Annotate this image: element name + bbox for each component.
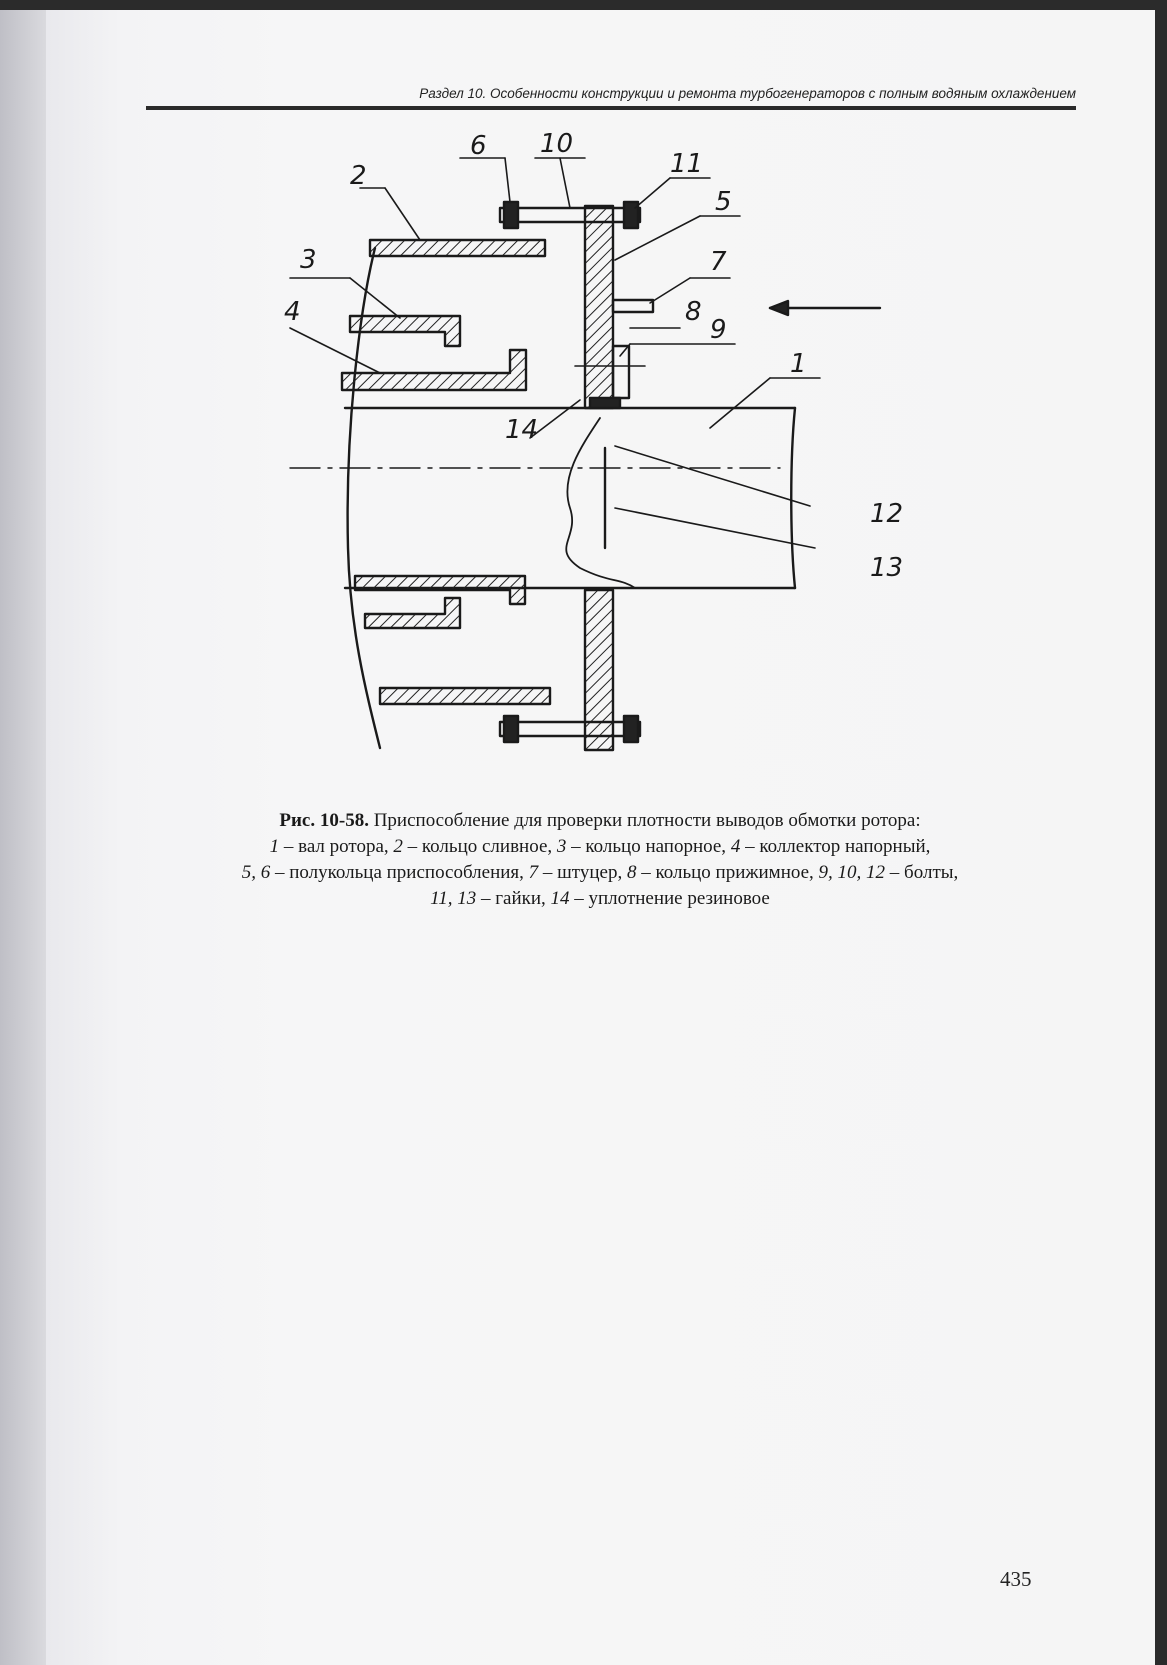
legend-num: 8 bbox=[626, 862, 637, 883]
caption-title: Приспособление для проверки плотности выводов обмотки ротора: bbox=[373, 810, 921, 831]
shaft-end bbox=[791, 408, 795, 588]
legend-text: – болты, bbox=[885, 862, 959, 883]
callout-13: 13 bbox=[870, 553, 904, 583]
legend-text: – кольцо прижимное, bbox=[636, 862, 819, 883]
fitting-7 bbox=[613, 300, 653, 312]
legend-text: – полукольца приспособления, bbox=[270, 862, 529, 883]
callout-10: 10 bbox=[540, 129, 574, 159]
bolt-10-bottom bbox=[500, 722, 640, 736]
figure-caption bbox=[160, 808, 1040, 912]
book-page bbox=[0, 10, 1155, 1665]
nut-bottom-left bbox=[504, 716, 518, 742]
callout-1: 1 bbox=[790, 349, 807, 379]
pressure-ring-top bbox=[350, 316, 460, 346]
legend-num: 1 bbox=[269, 836, 280, 857]
caption-label: Рис. 10-58. bbox=[279, 810, 369, 831]
legend-text: – штуцер, bbox=[538, 862, 627, 883]
legend-text: – коллектор напорный, bbox=[740, 836, 931, 857]
nut-bottom-right bbox=[624, 716, 638, 742]
callout-4: 4 bbox=[284, 297, 301, 327]
legend-num: 9, 10, 12 bbox=[818, 862, 886, 883]
callout-11: 11 bbox=[670, 149, 704, 179]
book-spine-shadow bbox=[0, 10, 46, 1665]
legend-text: – кольцо сливное, bbox=[402, 836, 557, 857]
drain-ring-top bbox=[370, 240, 545, 256]
legend-num: 14 bbox=[550, 888, 570, 909]
running-header: Раздел 10. Особенности конструкции и ремонта турбогенераторов с полным водяным охлаждением bbox=[419, 86, 1076, 101]
nut-6 bbox=[504, 202, 518, 228]
rubber-seal-14 bbox=[590, 398, 620, 408]
callout-14: 14 bbox=[505, 415, 539, 445]
flow-arrow-head bbox=[770, 301, 788, 315]
half-ring-5-bottom bbox=[585, 590, 613, 750]
legend-num: 11, 13 bbox=[430, 888, 477, 909]
break-line bbox=[566, 418, 635, 588]
callout-7: 7 bbox=[710, 247, 727, 277]
legend-num: 4 bbox=[730, 836, 741, 857]
nut-11 bbox=[624, 202, 638, 228]
technical-drawing bbox=[284, 128, 930, 788]
drain-ring-bottom bbox=[380, 688, 550, 704]
half-ring-5-top bbox=[585, 206, 613, 408]
callout-6: 6 bbox=[470, 131, 487, 161]
callout-2: 2 bbox=[350, 161, 367, 191]
legend-num: 3 bbox=[556, 836, 567, 857]
callout-3: 3 bbox=[300, 245, 317, 275]
collector-bottom bbox=[355, 576, 525, 604]
pressure-ring-bottom bbox=[365, 598, 460, 628]
page-number: 435 bbox=[1000, 1567, 1032, 1591]
legend-text: – гайки, bbox=[476, 888, 551, 909]
callout-9: 9 bbox=[710, 315, 727, 345]
callout-12: 12 bbox=[870, 499, 904, 529]
legend-text: – кольцо напорное, bbox=[566, 836, 731, 857]
legend-text: – вал ротора, bbox=[279, 836, 394, 857]
callout-8: 8 bbox=[685, 297, 702, 327]
header-rule bbox=[146, 106, 1076, 110]
collector-top bbox=[342, 350, 526, 390]
callout-5: 5 bbox=[715, 187, 732, 217]
bolt-10-top bbox=[500, 208, 640, 222]
legend-num: 7 bbox=[528, 862, 539, 883]
legend-num: 2 bbox=[393, 836, 403, 857]
legend-text: – уплотнение резиновое bbox=[569, 888, 770, 909]
legend-num: 5, 6 bbox=[241, 862, 271, 883]
